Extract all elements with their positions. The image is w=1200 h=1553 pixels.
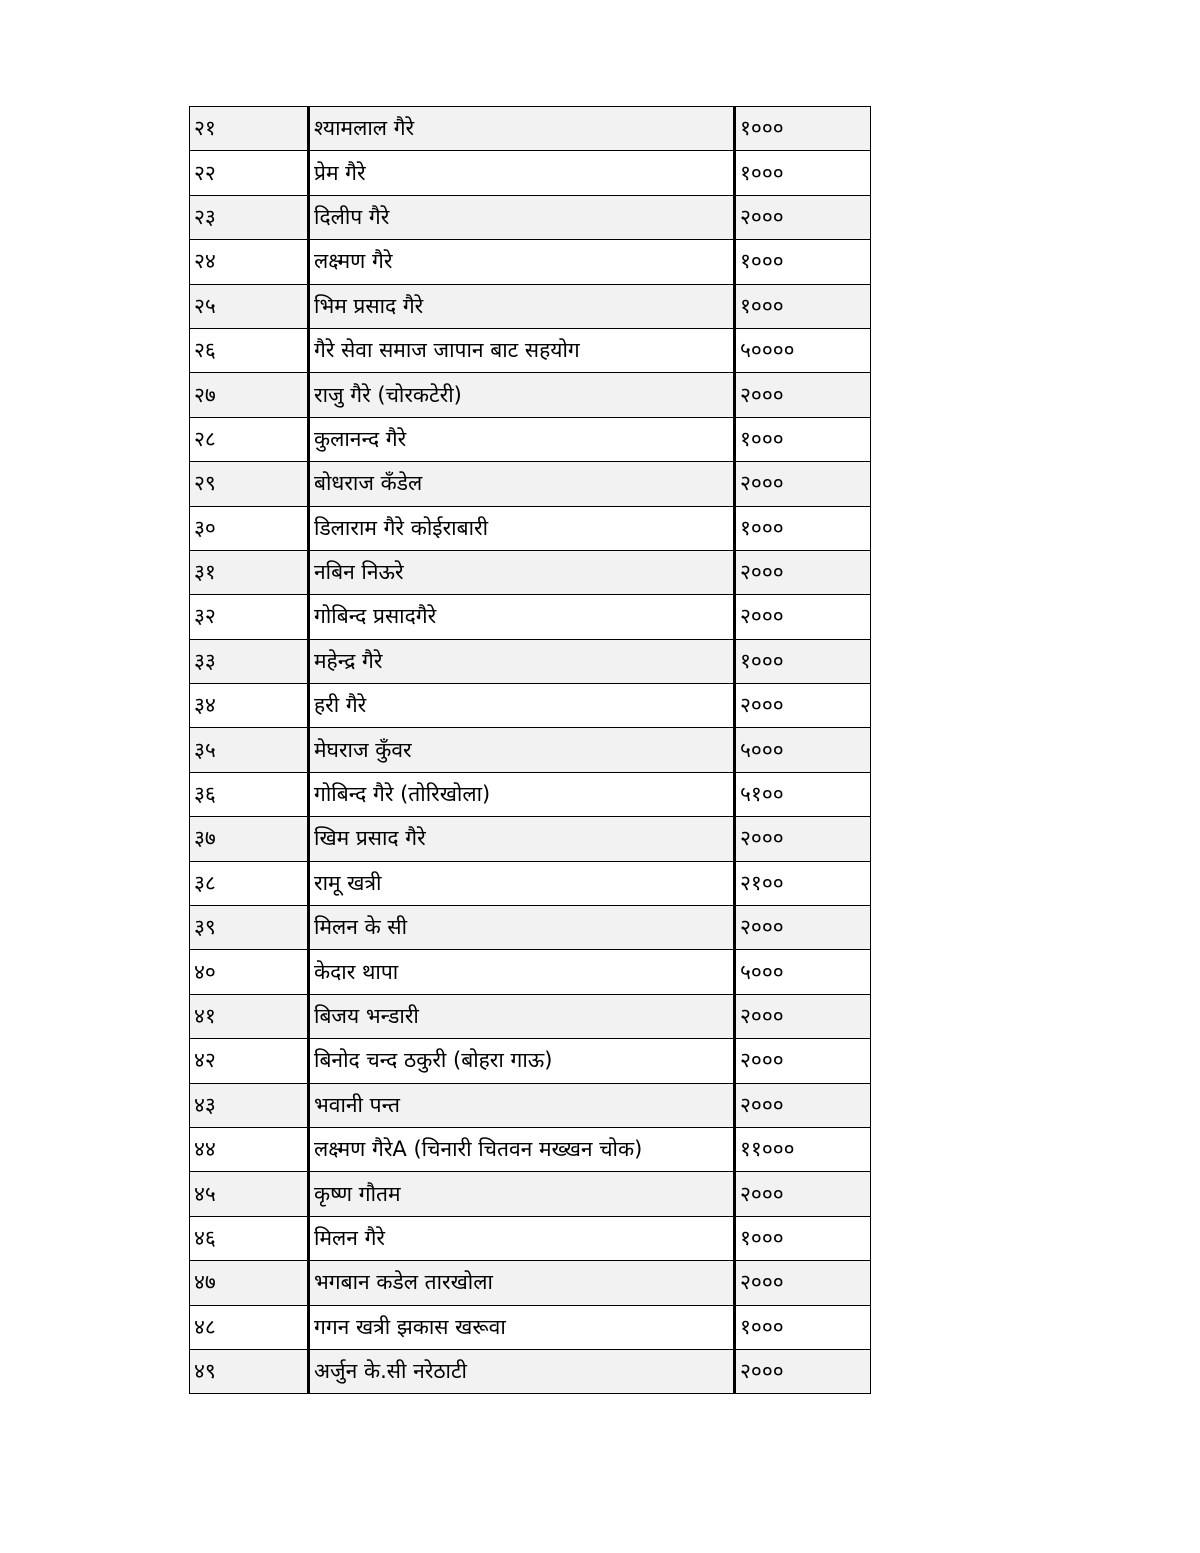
table-row: [190, 151, 871, 195]
amount-cell: २०००: [735, 817, 871, 861]
amount-cell: २०००: [735, 994, 871, 1038]
table-row: [190, 462, 871, 506]
amount-cell: २०००: [735, 1261, 871, 1305]
donor-table-body: [190, 107, 871, 1394]
table-row: [190, 240, 871, 284]
serial-number-cell: ४७: [190, 1261, 309, 1305]
table-row: [190, 550, 871, 594]
serial-number-cell: ३९: [190, 906, 309, 950]
serial-number-cell: ३५: [190, 728, 309, 772]
amount-cell: १०००: [735, 151, 871, 195]
donor-name-cell: डिलाराम गैरे कोईराबारी: [309, 506, 735, 550]
donor-name-cell: लक्ष्मण गैरे: [309, 240, 735, 284]
amount-cell: २०००: [735, 1349, 871, 1393]
donor-name-cell: भिम प्रसाद गैरे: [309, 284, 735, 328]
serial-number-cell: २३: [190, 195, 309, 239]
table-row: [190, 1083, 871, 1127]
table-row: [190, 284, 871, 328]
donor-name-cell: गोबिन्द गैरे (तोरिखोला): [309, 772, 735, 816]
table-row: [190, 639, 871, 683]
amount-cell: २०००: [735, 595, 871, 639]
amount-cell: २०००: [735, 195, 871, 239]
donor-name-cell: रामू खत्री: [309, 861, 735, 905]
serial-number-cell: २२: [190, 151, 309, 195]
amount-cell: २१००: [735, 861, 871, 905]
serial-number-cell: २४: [190, 240, 309, 284]
table-row: [190, 417, 871, 461]
serial-number-cell: ३८: [190, 861, 309, 905]
donor-name-cell: श्यामलाल गैरे: [309, 107, 735, 151]
amount-cell: २०००: [735, 1172, 871, 1216]
amount-cell: १०००: [735, 506, 871, 550]
table-row: [190, 595, 871, 639]
amount-cell: ५१००: [735, 772, 871, 816]
donor-name-cell: नबिन निऊरे: [309, 550, 735, 594]
table-row: [190, 1216, 871, 1260]
amount-cell: ५०००: [735, 728, 871, 772]
amount-cell: २०००: [735, 550, 871, 594]
serial-number-cell: ४३: [190, 1083, 309, 1127]
table-row: [190, 728, 871, 772]
serial-number-cell: २९: [190, 462, 309, 506]
donor-name-cell: गगन खत्री झकास खरूवा: [309, 1305, 735, 1349]
table-row: [190, 195, 871, 239]
serial-number-cell: ४५: [190, 1172, 309, 1216]
donor-name-cell: मिलन के सी: [309, 906, 735, 950]
donor-name-cell: मेघराज कुँवर: [309, 728, 735, 772]
donor-name-cell: भगबान कडेल तारखोला: [309, 1261, 735, 1305]
donor-name-cell: दिलीप गैरे: [309, 195, 735, 239]
serial-number-cell: ४२: [190, 1039, 309, 1083]
amount-cell: २०००: [735, 1039, 871, 1083]
table-row: [190, 772, 871, 816]
amount-cell: १०००: [735, 417, 871, 461]
serial-number-cell: ४६: [190, 1216, 309, 1260]
table-row: [190, 1039, 871, 1083]
amount-cell: २०००: [735, 906, 871, 950]
table-row: [190, 817, 871, 861]
amount-cell: १०००: [735, 240, 871, 284]
donor-name-cell: बिनोद चन्द ठकुरी (बोहरा गाऊ): [309, 1039, 735, 1083]
amount-cell: २०००: [735, 373, 871, 417]
serial-number-cell: ३६: [190, 772, 309, 816]
donor-name-cell: प्रेम गैरे: [309, 151, 735, 195]
table-row: [190, 906, 871, 950]
serial-number-cell: ३२: [190, 595, 309, 639]
table-row: [190, 1305, 871, 1349]
donor-name-cell: मिलन गैरे: [309, 1216, 735, 1260]
amount-cell: ११०००: [735, 1127, 871, 1171]
donor-name-cell: कृष्ण गौतम: [309, 1172, 735, 1216]
table-row: [190, 1261, 871, 1305]
amount-cell: १०००: [735, 107, 871, 151]
amount-cell: २०००: [735, 684, 871, 728]
table-row: [190, 1349, 871, 1393]
table-row: [190, 994, 871, 1038]
donor-name-cell: हरी गैरे: [309, 684, 735, 728]
table-row: [190, 684, 871, 728]
serial-number-cell: २६: [190, 328, 309, 372]
serial-number-cell: २५: [190, 284, 309, 328]
amount-cell: १०००: [735, 1305, 871, 1349]
serial-number-cell: ३१: [190, 550, 309, 594]
donor-name-cell: गोबिन्द प्रसादगैरे: [309, 595, 735, 639]
amount-cell: १०००: [735, 284, 871, 328]
serial-number-cell: ४१: [190, 994, 309, 1038]
donor-name-cell: बिजय भन्डारी: [309, 994, 735, 1038]
serial-number-cell: ३३: [190, 639, 309, 683]
table-row: [190, 373, 871, 417]
serial-number-cell: २१: [190, 107, 309, 151]
table-row: [190, 1172, 871, 1216]
serial-number-cell: ४४: [190, 1127, 309, 1171]
donor-name-cell: अर्जुन के.सी नरेठाटी: [309, 1349, 735, 1393]
table-row: [190, 506, 871, 550]
table-row: [190, 1127, 871, 1171]
serial-number-cell: ३४: [190, 684, 309, 728]
amount-cell: २०००: [735, 1083, 871, 1127]
serial-number-cell: २७: [190, 373, 309, 417]
donor-name-cell: खिम प्रसाद गैरे: [309, 817, 735, 861]
table-row: [190, 107, 871, 151]
table-row: [190, 861, 871, 905]
donor-name-cell: कुलानन्द गैरे: [309, 417, 735, 461]
table-row: [190, 950, 871, 994]
serial-number-cell: ३०: [190, 506, 309, 550]
amount-cell: १०००: [735, 1216, 871, 1260]
serial-number-cell: ४८: [190, 1305, 309, 1349]
serial-number-cell: ४९: [190, 1349, 309, 1393]
donor-table: [189, 106, 871, 1394]
donor-name-cell: गैरे सेवा समाज जापान बाट सहयोग: [309, 328, 735, 372]
serial-number-cell: २८: [190, 417, 309, 461]
donor-name-cell: केदार थापा: [309, 950, 735, 994]
donor-name-cell: भवानी पन्त: [309, 1083, 735, 1127]
table-row: [190, 328, 871, 372]
donor-name-cell: लक्ष्मण गैरेA (चिनारी चितवन मख्खन चोक): [309, 1127, 735, 1171]
amount-cell: १०००: [735, 639, 871, 683]
serial-number-cell: ३७: [190, 817, 309, 861]
donor-name-cell: बोधराज कँडेल: [309, 462, 735, 506]
donor-name-cell: महेन्द्र गैरे: [309, 639, 735, 683]
amount-cell: ५००००: [735, 328, 871, 372]
donor-name-cell: राजु गैरे (चोरकटेरी): [309, 373, 735, 417]
amount-cell: ५०००: [735, 950, 871, 994]
serial-number-cell: ४०: [190, 950, 309, 994]
amount-cell: २०००: [735, 462, 871, 506]
